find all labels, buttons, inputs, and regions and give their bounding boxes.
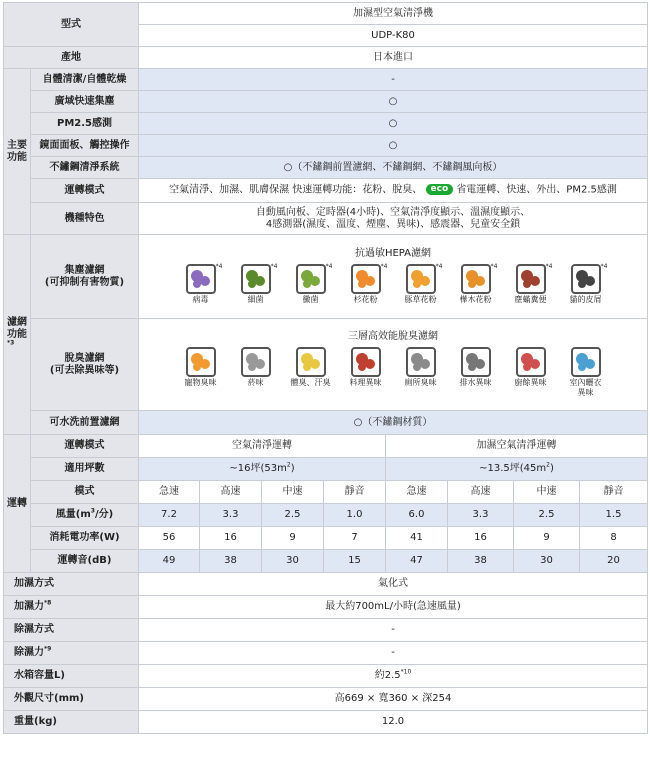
power-label: 消耗電功率(W): [31, 527, 139, 550]
speeds-cell: 靜音: [580, 481, 648, 504]
airflow-cell: 1.0: [324, 504, 386, 527]
special-line-1: 自動風向板、定時器(4小時)、空氣清淨度顯示、溫濕度顯示、: [255, 206, 531, 218]
filter-icon-caption: 廁所臭味: [404, 378, 437, 387]
speeds-cell: 中速: [514, 481, 580, 504]
noise-cell: 15: [324, 550, 386, 573]
footnote-mark: *4: [490, 263, 498, 270]
filter-icon-tile: [450, 347, 502, 398]
weight-label: 重量(kg): [4, 711, 139, 734]
humid-power-value: 最大約700mL/小時(急速風量): [139, 596, 648, 619]
filter-icon-caption: 細菌: [247, 295, 264, 304]
footnote-mark: *4: [435, 263, 443, 270]
dehumid-method-label: 除濕方式: [4, 619, 139, 642]
feature-value: ○: [139, 113, 648, 135]
filter-icon-tile: [340, 264, 392, 305]
dust-filter-title: 集塵濾網: [64, 264, 105, 276]
speed-label: 模式: [31, 481, 139, 504]
filter-icon-tile: [230, 347, 282, 398]
speeds-cell: 中速: [262, 481, 324, 504]
footnote-mark: *4: [325, 263, 333, 270]
area-a: ~16坪$(53m^2)$: [139, 458, 386, 481]
power-cell: 16: [200, 527, 262, 550]
humid-power-label: 加濕力$^{*8}$: [4, 596, 139, 619]
deodor-filter-sub: (可去除異味等): [49, 364, 120, 376]
model-number: UDP-K80: [139, 25, 648, 47]
washable-value: ○（不鏽鋼材質）: [139, 411, 648, 435]
filter-icon-tile: [340, 347, 392, 398]
mode-text-b: 省電運轉、快速、外出、PM2.5感測: [456, 184, 617, 196]
pet-odor-icon: [186, 347, 216, 377]
deodor-filter-title: 脫臭濾網: [64, 352, 105, 364]
bacteria-icon: [241, 264, 271, 294]
filter-icon-caption: 黴菌: [302, 295, 319, 304]
kitchen-waste-icon: [516, 347, 546, 377]
filter-icon-caption: 杉花粉: [353, 295, 378, 304]
eco-badge: eco: [426, 184, 454, 195]
filter-icon-tile: [560, 264, 612, 305]
hepa-title: 抗過敏HEPA濾網: [354, 248, 432, 259]
origin-label: 產地: [4, 47, 139, 69]
filter-icon-caption: 貓的皮屑: [569, 295, 602, 304]
special-label: 機種特色: [31, 203, 139, 235]
power-cell: 7: [324, 527, 386, 550]
washable-label: 可水洗前置濾網: [31, 411, 139, 435]
airflow-cell: 1.5: [580, 504, 648, 527]
airflow-cell: 6.0: [386, 504, 448, 527]
footnote-mark: *4: [380, 263, 388, 270]
feature-label: PM2.5感測: [31, 113, 139, 135]
laundry-odor-icon: [571, 347, 601, 377]
feature-value: -: [139, 69, 648, 91]
special-value: [139, 203, 648, 235]
feature-label: 鏡面面板、觸控操作: [31, 135, 139, 157]
smoke-odor-icon: [241, 347, 271, 377]
filter-icon-tile: [285, 347, 337, 398]
filter-icon-tile: [395, 264, 447, 305]
deodor-icons: [142, 347, 644, 398]
noise-cell: 47: [386, 550, 448, 573]
airflow-label: 風量($m^3/$分): [31, 504, 139, 527]
weight-value: 12.0: [139, 711, 648, 734]
filter-icon-tile: [505, 347, 557, 398]
dehumid-power-label: 除濕力$^{*9}$: [4, 642, 139, 665]
feature-label: 自體清潔/自體乾燥: [31, 69, 139, 91]
power-cell: 8: [580, 527, 648, 550]
feature-value: ○: [139, 135, 648, 157]
filter-icon-caption: 病毒: [192, 295, 209, 304]
footnote-mark: *4: [270, 263, 278, 270]
dust-filter-label: [31, 235, 139, 319]
op-mode-label: 運轉模式: [31, 435, 139, 458]
tank-value: 約2.5$^{*10}$: [139, 665, 648, 688]
origin-value: 日本進口: [139, 47, 648, 69]
cooking-odor-icon: [351, 347, 381, 377]
feature-value: ○: [139, 91, 648, 113]
tank-label: 水箱容量L): [4, 665, 139, 688]
deodor-filter-label: [31, 319, 139, 411]
area-b: ~13.5坪$(45m^2)$: [386, 458, 648, 481]
dust-mite-icon: [516, 264, 546, 294]
mode-text-a: 空氣清淨、加濕、肌膚保濕 快速運轉功能：花粉、脫臭、: [169, 184, 423, 196]
filter-icon-tile: [175, 347, 227, 398]
filter-icon-tile: [450, 264, 502, 305]
airflow-cell: 2.5: [262, 504, 324, 527]
airflow-cell: 2.5: [514, 504, 580, 527]
birch-pollen-icon: [461, 264, 491, 294]
dehumid-power-value: -: [139, 642, 648, 665]
speeds-cell: 靜音: [324, 481, 386, 504]
deodor-filter-panel: [139, 319, 648, 411]
filter-icon-tile: [505, 264, 557, 305]
dust-filter-sub: (可抑制有害物質): [44, 276, 125, 288]
humid-method-label: 加濕方式: [4, 573, 139, 596]
footnote-mark: *4: [215, 263, 223, 270]
filter-icon-tile: [230, 264, 282, 305]
filter-icon-caption: 塵蟎糞便: [514, 295, 547, 304]
cedar-pollen-icon: [351, 264, 381, 294]
noise-cell: 38: [448, 550, 514, 573]
power-cell: 16: [448, 527, 514, 550]
humid-method-value: 氣化式: [139, 573, 648, 596]
drain-odor-icon: [461, 347, 491, 377]
operation-group: 運轉: [4, 435, 31, 573]
power-cell: 9: [514, 527, 580, 550]
filter-icon-caption: 菸味: [247, 378, 264, 387]
feature-label: 不鏽鋼清淨系統: [31, 157, 139, 179]
ragweed-pollen-icon: [406, 264, 436, 294]
dust-icons: [142, 264, 644, 305]
area-label: 適用坪數: [31, 458, 139, 481]
filter-icon-caption: 寵物臭味: [184, 378, 217, 387]
filter-icon-tile: [285, 264, 337, 305]
feature-value: ○（不鏽鋼前置濾網、不鏽鋼網、不鏽鋼風向板）: [139, 157, 648, 179]
airflow-cell: 7.2: [139, 504, 200, 527]
main-features-group: 主要功能: [4, 69, 31, 235]
dust-filter-panel: [139, 235, 648, 319]
mold-icon: [296, 264, 326, 294]
cat-dander-icon: [571, 264, 601, 294]
noise-label: 運轉音(dB): [31, 550, 139, 573]
power-cell: 9: [262, 527, 324, 550]
filter-icon-tile: [395, 347, 447, 398]
speeds-cell: 高速: [200, 481, 262, 504]
airflow-cell: 3.3: [200, 504, 262, 527]
speeds-cell: 急速: [386, 481, 448, 504]
filter-icon-caption: 廚餘異味: [514, 378, 547, 387]
power-cell: 56: [139, 527, 200, 550]
deodor-title: 三層高效能脫臭濾網: [348, 331, 438, 342]
filter-group-label: 濾網功能: [7, 316, 27, 340]
power-cell: 41: [386, 527, 448, 550]
dimension-value: 高669 × 寬360 × 深254: [139, 688, 648, 711]
filter-icon-caption: 樺木花粉: [459, 295, 492, 304]
speeds-cell: 高速: [448, 481, 514, 504]
virus-icon: [186, 264, 216, 294]
filter-icon-caption: 體臭、汗臭: [290, 378, 331, 387]
noise-cell: 49: [139, 550, 200, 573]
operation-mode-label: 運轉模式: [31, 179, 139, 203]
special-line-2: 4感測器(濕度、溫度、煙塵、異味)、感震器、兒童安全鎖: [265, 218, 521, 230]
model-label: 型式: [4, 3, 139, 47]
spec-table: [3, 2, 648, 734]
op-mode-b: 加濕空氣清淨運轉: [386, 435, 648, 458]
footnote-mark: *4: [545, 263, 553, 270]
filter-icon-caption: 排水異味: [459, 378, 492, 387]
speeds-cell: 急速: [139, 481, 200, 504]
feature-label: 廣域快速集塵: [31, 91, 139, 113]
filter-icon-caption: 豚草花粉: [404, 295, 437, 304]
body-odor-icon: [296, 347, 326, 377]
filter-icon-tile: [175, 264, 227, 305]
footnote-mark: *4: [600, 263, 608, 270]
filter-group: [4, 235, 31, 435]
filter-icon-tile: [560, 347, 612, 398]
operation-mode-value: [139, 179, 648, 203]
noise-cell: 30: [262, 550, 324, 573]
filter-icon-caption: 室內曬衣異味: [569, 378, 602, 397]
filter-icon-caption: 料理異味: [349, 378, 382, 387]
noise-cell: 30: [514, 550, 580, 573]
dehumid-method-value: -: [139, 619, 648, 642]
op-mode-a: 空氣清淨運轉: [139, 435, 386, 458]
airflow-cell: 3.3: [448, 504, 514, 527]
product-name: 加濕型空氣清淨機: [139, 3, 648, 25]
dimension-label: 外觀尺寸(mm): [4, 688, 139, 711]
filter-group-note: *3: [7, 339, 15, 347]
noise-cell: 20: [580, 550, 648, 573]
noise-cell: 38: [200, 550, 262, 573]
toilet-odor-icon: [406, 347, 436, 377]
